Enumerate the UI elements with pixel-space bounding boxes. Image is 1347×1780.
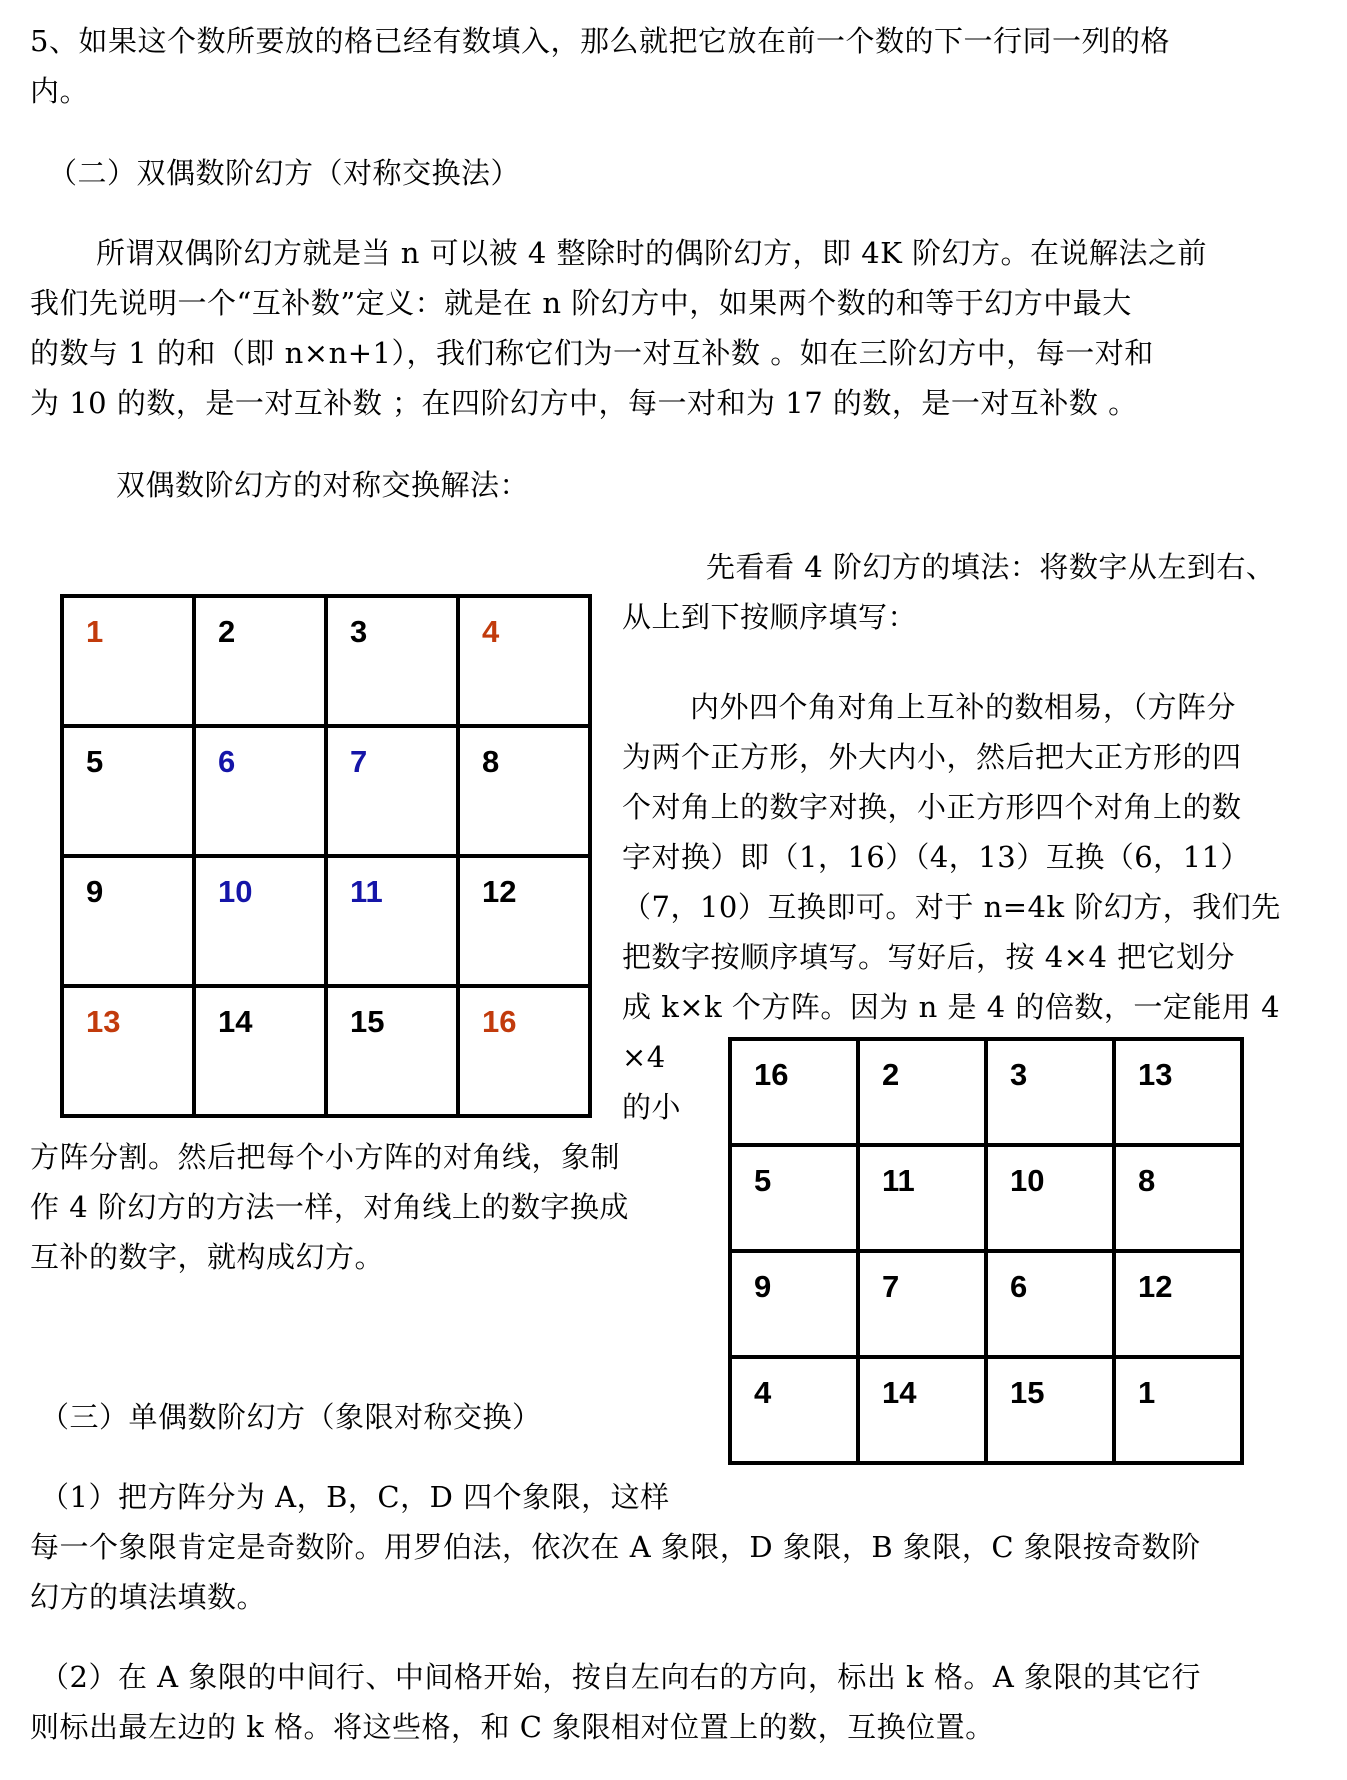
grid-cell: 2 — [858, 1039, 986, 1145]
table-row — [730, 1039, 1242, 1145]
text-line: 内。 — [30, 74, 90, 108]
grid-cell: 9 — [62, 856, 194, 986]
text-line: 5、如果这个数所要放的格已经有数填入，那么就把它放在前一个数的下一行同一列的格 — [30, 24, 1170, 58]
grid-cell: 12 — [1114, 1251, 1242, 1357]
magic-square-sequential — [60, 594, 592, 1118]
text-line: 从上到下按顺序填写： — [622, 600, 918, 634]
magic-square-result — [728, 1037, 1244, 1465]
text-line: 先看看 4 阶幻方的填法：将数字从左到右、 — [706, 550, 1276, 584]
grid-cell: 13 — [1114, 1039, 1242, 1145]
text-line: 的数与 1 的和（即 n×n+1），我们称它们为一对互补数 。如在三阶幻方中，每一对和 — [30, 336, 1154, 370]
grid-cell: 14 — [858, 1357, 986, 1463]
grid-cell: 8 — [458, 726, 590, 856]
table-row — [730, 1251, 1242, 1357]
grid-cell: 5 — [730, 1145, 858, 1251]
text-line: 所谓双偶阶幻方就是当 n 可以被 4 整除时的偶阶幻方，即 4K 阶幻方。在说解法之前 — [96, 236, 1208, 270]
table-row — [730, 1357, 1242, 1463]
grid-cell: 10 — [986, 1145, 1114, 1251]
grid-cell: 13 — [62, 986, 194, 1116]
grid-cell: 4 — [458, 596, 590, 726]
text-line: 为两个正方形，外大内小，然后把大正方形的四 — [622, 740, 1242, 774]
section-heading: （二）双偶数阶幻方（对称交换法） — [48, 156, 521, 190]
table-row — [62, 856, 590, 986]
text-line: 方阵分割。然后把每个小方阵的对角线，象制 — [30, 1140, 621, 1174]
text-line: 互补的数字，就构成幻方。 — [30, 1240, 385, 1274]
grid-cell: 9 — [730, 1251, 858, 1357]
grid-cell: 7 — [858, 1251, 986, 1357]
section-heading: （三）单偶数阶幻方（象限对称交换） — [40, 1400, 542, 1434]
grid-cell: 2 — [194, 596, 326, 726]
grid-cell: 3 — [326, 596, 458, 726]
sub-heading: 双偶数阶幻方的对称交换解法： — [116, 468, 530, 502]
text-line: 则标出最左边的 k 格。将这些格，和 C 象限相对位置上的数，互换位置。 — [30, 1710, 995, 1744]
table-row — [62, 726, 590, 856]
text-line: 为 10 的数，是一对互补数 ；在四阶幻方中，每一对和为 17 的数，是一对互补数 。 — [30, 386, 1138, 420]
text-line: 字对换）即（1，16）（4，13）互换（6，11） — [622, 840, 1251, 874]
text-line: 每一个象限肯定是奇数阶。用罗伯法，依次在 A 象限，D 象限，B 象限，C 象限按奇数阶 — [30, 1530, 1201, 1564]
grid-cell: 10 — [194, 856, 326, 986]
text-line: （1）把方阵分为 A，B，C，D 四个象限，这样 — [40, 1480, 670, 1514]
text-line: （2）在 A 象限的中间行、中间格开始，按自左向右的方向，标出 k 格。A 象限的其它行 — [40, 1660, 1202, 1694]
text-line: 内外四个角对角上互补的数相易，（方阵分 — [690, 690, 1237, 724]
grid-cell: 4 — [730, 1357, 858, 1463]
grid-cell: 14 — [194, 986, 326, 1116]
grid-cell: 7 — [326, 726, 458, 856]
table-row — [62, 596, 590, 726]
grid-cell: 15 — [986, 1357, 1114, 1463]
table-row — [62, 986, 590, 1116]
grid-cell: 11 — [326, 856, 458, 986]
grid-cell: 1 — [62, 596, 194, 726]
text-line: 幻方的填法填数。 — [30, 1580, 267, 1614]
text-line: 把数字按顺序填写。写好后，按 4×4 把它划分 — [622, 940, 1236, 974]
text-line: 的小 — [622, 1090, 682, 1124]
grid-cell: 6 — [194, 726, 326, 856]
grid-cell: 3 — [986, 1039, 1114, 1145]
grid-cell: 1 — [1114, 1357, 1242, 1463]
grid-cell: 16 — [730, 1039, 858, 1145]
grid-cell: 16 — [458, 986, 590, 1116]
grid-cell: 15 — [326, 986, 458, 1116]
grid-cell: 5 — [62, 726, 194, 856]
grid-cell: 12 — [458, 856, 590, 986]
text-line: 作 4 阶幻方的方法一样，对角线上的数字换成 — [30, 1190, 629, 1224]
table-row — [730, 1145, 1242, 1251]
text-line: （7，10）互换即可。对于 n=4k 阶幻方，我们先 — [622, 890, 1281, 924]
text-line: 我们先说明一个“互补数”定义：就是在 n 阶幻方中，如果两个数的和等于幻方中最大 — [30, 286, 1132, 320]
text-line: 成 k×k 个方阵。因为 n 是 4 的倍数，一定能用 4 — [622, 990, 1281, 1024]
text-line: ×4 — [622, 1040, 666, 1074]
grid-cell: 8 — [1114, 1145, 1242, 1251]
grid-cell: 11 — [858, 1145, 986, 1251]
grid-cell: 6 — [986, 1251, 1114, 1357]
text-line: 个对角上的数字对换，小正方形四个对角上的数 — [622, 790, 1242, 824]
